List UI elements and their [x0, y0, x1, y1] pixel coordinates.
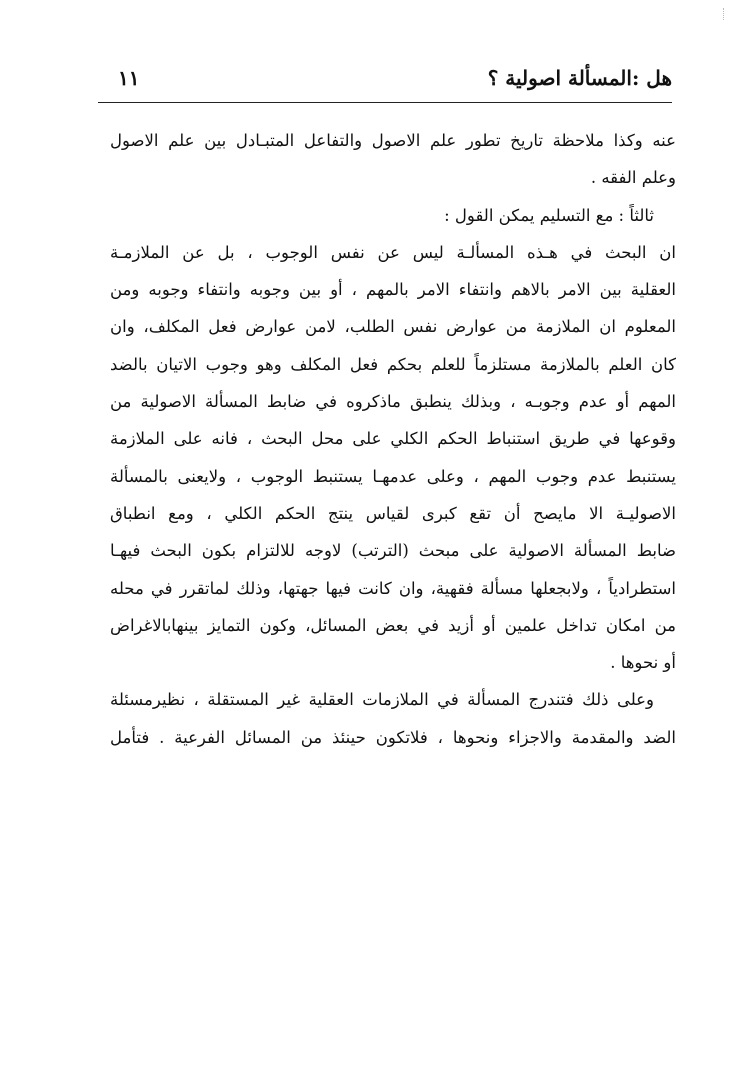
header-rule — [98, 102, 672, 103]
text-line: العقلية بين الامر بالاهم وانتفاء الامر بالمهم ، أو بين وجوبه وانتفاء وجوبه ومن — [110, 280, 676, 300]
text-line: استطرادياً ، ولابجعلها مسألة فقهية، وان كانت فيها جهتها، وذلك لماتقرر في محله — [110, 578, 676, 598]
text-line: وقوعها في طريق استنباط الحكم الكلي على محل البحث ، فانه على الملازمة — [110, 429, 676, 449]
text-line: من امكان تداخل علمين أو أزيد في بعض المسائل، وكون التمايز بينهابالاغراض — [110, 615, 676, 635]
text-line: وعلم الفقه . — [590, 168, 676, 188]
text-line: وعلى ذلك فتندرج المسألة في الملازمات العقلية غير المستقلة ، نظيرمسئلة — [110, 690, 654, 710]
running-title: هل :المسألة اصولية ؟ — [487, 66, 672, 90]
body-text — [110, 122, 676, 756]
page-header — [98, 62, 672, 98]
text-line: الضد والمقدمة والاجزاء ونحوها ، فلاتكون حينئذ من المسائل الفرعية . فتأمل — [110, 727, 676, 747]
text-line: عنه وكذا ملاحظة تاريخ تطور علم الاصول والتفاعل المتبـادل بين علم الاصول — [110, 131, 676, 150]
text-line: ضابط المسألة الاصولية على مبحث (الترتب) لاوجه للالتزام بكون البحث فيهـا — [110, 541, 676, 561]
section-heading-line: ثالثاً : مع التسليم يمكن القول : — [444, 205, 654, 225]
text-line: أو نحوها . — [610, 653, 676, 673]
text-line: المعلوم ان الملازمة من عوارض نفس الطلب، لامن عوارض فعل المكلف، وان — [110, 317, 676, 337]
text-line: المهم أو عدم وجوبـه ، وبذلك ينطبق ماذكروه في ضابط المسألة الاصولية من — [110, 392, 676, 412]
text-line: الاصوليـة الا مايصح أن تقع كبرى لقياس ينتج الحكم الكلي ، ومع انطباق — [110, 503, 676, 523]
text-line: كان العلم بالملازمة مستلزماً للعلم بحكم فعل المكلف وهو وجوب الاتيان بالضد — [110, 354, 676, 374]
text-line: يستنبط عدم وجوب المهم ، وعلى عدمهـا يستنبط الوجوب ، ولايعنى بالمسألة — [110, 466, 676, 486]
text-line: ان البحث في هـذه المسألـة ليس عن نفس الوجوب ، بل عن الملازمـة — [110, 242, 676, 262]
page-number: ١١ — [118, 66, 140, 90]
scan-artifact-mark — [721, 8, 724, 20]
